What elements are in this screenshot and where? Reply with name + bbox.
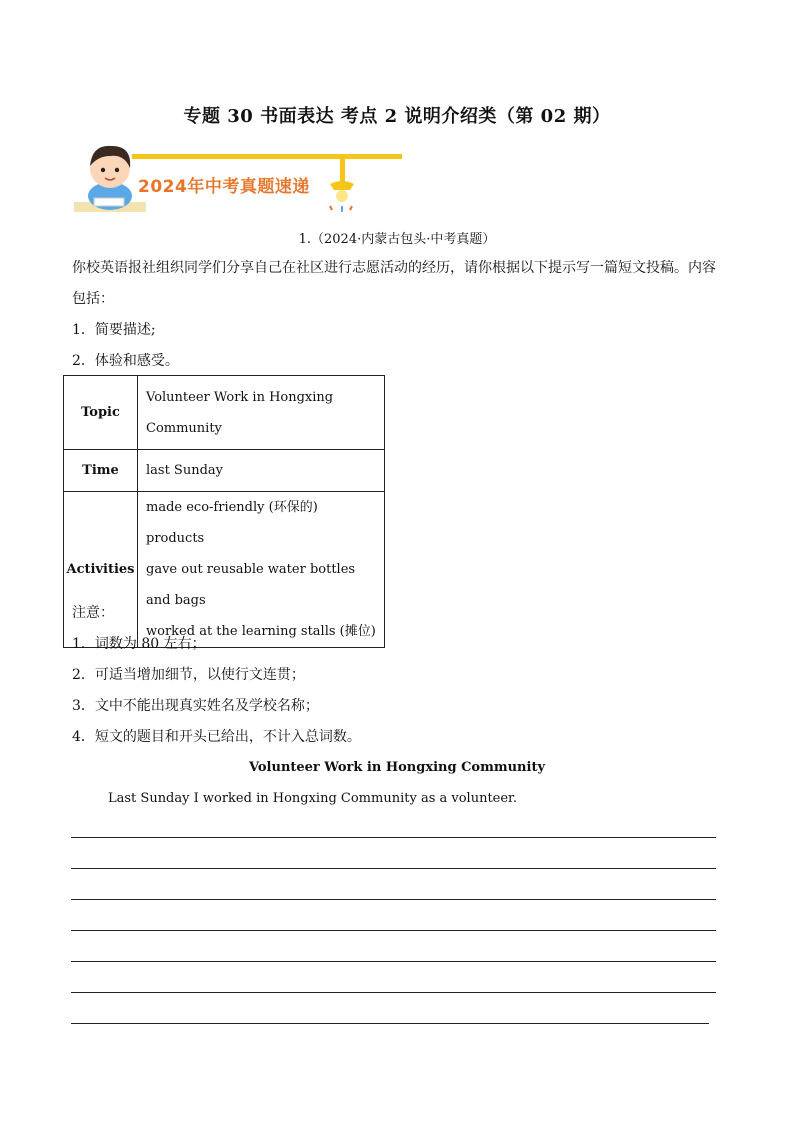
question-number: 1.（2024·内蒙古包头·中考真题） xyxy=(298,232,496,247)
writing-line[interactable] xyxy=(71,961,716,962)
table-row xyxy=(64,450,385,492)
table-row xyxy=(64,492,385,648)
value-line: made eco-friendly (环保的) products xyxy=(146,500,318,546)
exam-banner xyxy=(72,138,362,220)
row-value xyxy=(138,376,385,450)
row-key: Time xyxy=(64,450,138,492)
writing-line[interactable] xyxy=(71,930,716,931)
lightbulb-icon xyxy=(322,178,362,218)
banner-line xyxy=(132,154,402,159)
page-title: 专题 30 书面表达 考点 2 说明介绍类（第 02 期） xyxy=(183,106,611,127)
value-line: gave out reusable water bottles and bags xyxy=(146,562,356,608)
note-item: 3．文中不能出现真实姓名及学校名称； xyxy=(72,698,319,714)
row-value xyxy=(138,450,385,492)
row-value xyxy=(138,492,385,648)
row-key: Topic xyxy=(64,376,138,450)
essay-opening: Last Sunday I worked in Hongxing Community as a volunteer. xyxy=(108,791,517,806)
value-line: worked at the learning stalls (摊位) xyxy=(146,624,376,639)
note-item: 4．短文的题目和开头已给出，不计入总词数。 xyxy=(72,729,361,745)
content-item: 1．简要描述; xyxy=(72,322,156,338)
writing-line[interactable] xyxy=(71,1023,709,1024)
note-item: 1．词数为 80 左右； xyxy=(72,636,206,652)
table-row xyxy=(64,376,385,450)
value-line: Community xyxy=(146,420,222,436)
banner-label: 2024年中考真题速递 xyxy=(138,177,310,197)
writing-line[interactable] xyxy=(71,992,716,993)
value-line: last Sunday xyxy=(146,463,224,478)
content-item: 2．体验和感受。 xyxy=(72,353,179,369)
essay-title: Volunteer Work in Hongxing Community xyxy=(248,760,546,775)
writing-line[interactable] xyxy=(71,899,716,900)
row-key: Activities xyxy=(64,492,138,648)
writing-line[interactable] xyxy=(71,868,716,869)
question-intro: 你校英语报社组织同学们分享自己在社区进行志愿活动的经历，请你根据以下提示写一篇短文投稿。内容 xyxy=(72,260,716,276)
notes-heading: 注意： xyxy=(72,605,114,621)
note-item: 2．可适当增加细节，以使行文连贯； xyxy=(72,667,305,683)
writing-line[interactable] xyxy=(71,837,716,838)
question-intro-cont: 包括： xyxy=(72,291,114,307)
value-line: Volunteer Work in Hongxing xyxy=(146,389,334,405)
